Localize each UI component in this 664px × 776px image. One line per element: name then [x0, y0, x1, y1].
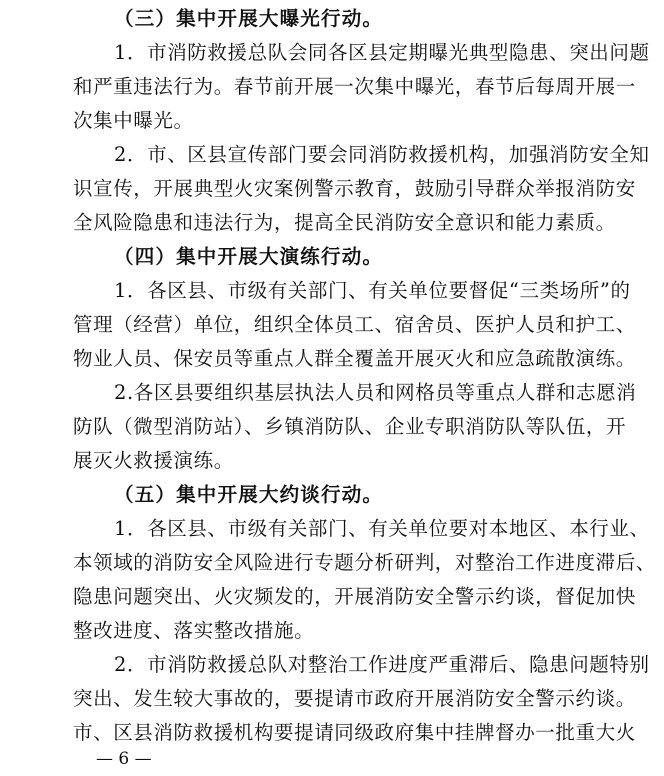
paragraph-line: 突出、发生较大事故的，要提请市政府开展消防安全警示约谈。: [73, 687, 636, 710]
paragraph-line: 管理（经营）单位，组织全体员工、宿舍员、医护人员和护工、: [73, 313, 636, 336]
paragraph-line: 1．市消防救援总队会同各区县定期曝光典型隐患、突出问题: [114, 41, 650, 64]
paragraph-line: 和严重违法行为。春节前开展一次集中曝光，春节后每周开展一: [73, 75, 636, 98]
section-4-heading: （四）集中开展大演练行动。: [114, 245, 384, 268]
section-5-heading: （五）集中开展大约谈行动。: [114, 483, 384, 506]
paragraph-line: 整改进度、落实整改措施。: [73, 619, 315, 642]
paragraph-line: 全风险隐患和违法行为，提高全民消防安全意识和能力素质。: [73, 211, 616, 234]
paragraph-line: 1．各区县、市级有关部门、有关单位要督促“三类场所”的: [114, 279, 631, 302]
page-number: — 6 —: [96, 749, 152, 769]
paragraph-line: 展灭火救援演练。: [73, 449, 234, 472]
paragraph-line: 2.各区县要组织基层执法人员和网格员等重点人群和志愿消: [114, 381, 637, 404]
paragraph-line: 市、区县消防救援机构要提请同级政府集中挂牌督办一批重大火: [73, 721, 636, 744]
paragraph-line: 本领域的消防安全风险进行专题分析研判，对整治工作进度滞后、: [73, 551, 656, 574]
paragraph-line: 隐患问题突出、火灾频发的，开展消防安全警示约谈，督促加快: [73, 585, 636, 608]
paragraph-line: 1．各区县、市级有关部门、有关单位要对本地区、本行业、: [114, 517, 650, 540]
paragraph-line: 2．市消防救援总队对整治工作进度严重滞后、隐患问题特别: [114, 653, 650, 676]
section-3-heading: （三）集中开展大曝光行动。: [114, 7, 384, 30]
paragraph-line: 次集中曝光。: [73, 109, 194, 132]
paragraph-line: 防队（微型消防站）、乡镇消防队、企业专职消防队等队伍，开: [73, 415, 627, 438]
paragraph-line: 2．市、区县宣传部门要会同消防救援机构，加强消防安全知: [114, 143, 650, 166]
paragraph-line: 物业人员、保安员等重点人群全覆盖开展灭火和应急疏散演练。: [73, 347, 636, 370]
paragraph-line: 识宣传，开展典型火灾案例警示教育，鼓励引导群众举报消防安: [73, 177, 636, 200]
